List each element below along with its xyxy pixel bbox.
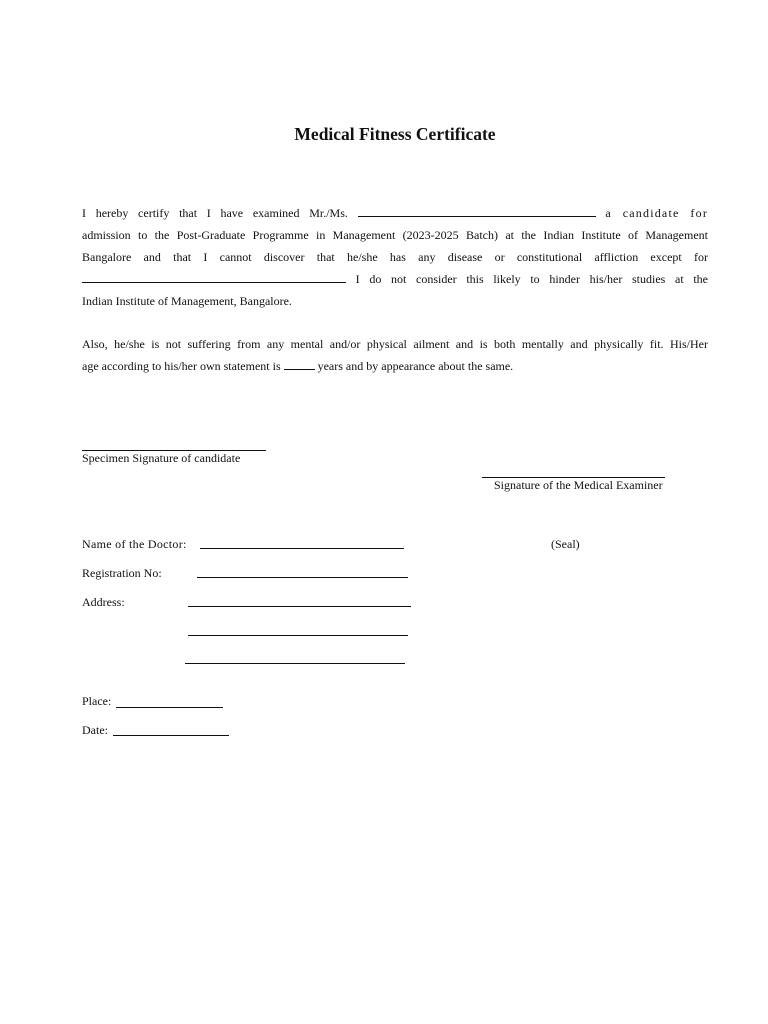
registration-line bbox=[197, 577, 408, 578]
age-blank bbox=[284, 357, 315, 370]
fitness-paragraph bbox=[82, 333, 708, 377]
paragraph-line: Indian Institute of Management, Bangalore. bbox=[82, 294, 292, 308]
document-title: Medical Fitness Certificate bbox=[294, 124, 496, 144]
disease-exception-blank bbox=[82, 270, 346, 283]
address-line-1 bbox=[188, 606, 411, 607]
date-label: Date: bbox=[82, 723, 108, 737]
registration-label: Registration No: bbox=[82, 566, 162, 580]
paragraph-line: I do not consider this likely to hinder his/her studies at the bbox=[82, 268, 708, 290]
doctor-name-line bbox=[200, 548, 404, 549]
paragraph-line: Bangalore and that I cannot discover that he/she has any disease or constitutional affliction except for bbox=[82, 250, 708, 264]
date-line bbox=[113, 735, 229, 736]
paragraph-line: admission to the Post-Graduate Programme in Management (2023-2025 Batch) at the Indian Institute of Management bbox=[82, 228, 708, 242]
doctor-name-label: Name of the Doctor: bbox=[82, 537, 187, 551]
address-line-2 bbox=[188, 635, 408, 636]
address-line-3 bbox=[185, 663, 405, 664]
examiner-signature-label: Signature of the Medical Examiner bbox=[494, 478, 663, 492]
address-label: Address: bbox=[82, 595, 125, 609]
seal-label: (Seal) bbox=[551, 537, 580, 551]
place-label: Place: bbox=[82, 694, 112, 708]
paragraph-line: Also, he/she is not suffering from any mental and/or physical ailment and is both mentally and physically fit. His/Her bbox=[82, 337, 708, 351]
place-line bbox=[116, 707, 223, 708]
candidate-signature-label: Specimen Signature of candidate bbox=[82, 451, 241, 465]
paragraph-line: I hereby certify that I have examined Mr./Ms. a candidate for bbox=[82, 206, 708, 220]
certification-paragraph bbox=[82, 202, 708, 312]
candidate-name-blank bbox=[358, 204, 596, 217]
paragraph-line: age according to his/her own statement is years and by appearance about the same. bbox=[82, 359, 514, 373]
